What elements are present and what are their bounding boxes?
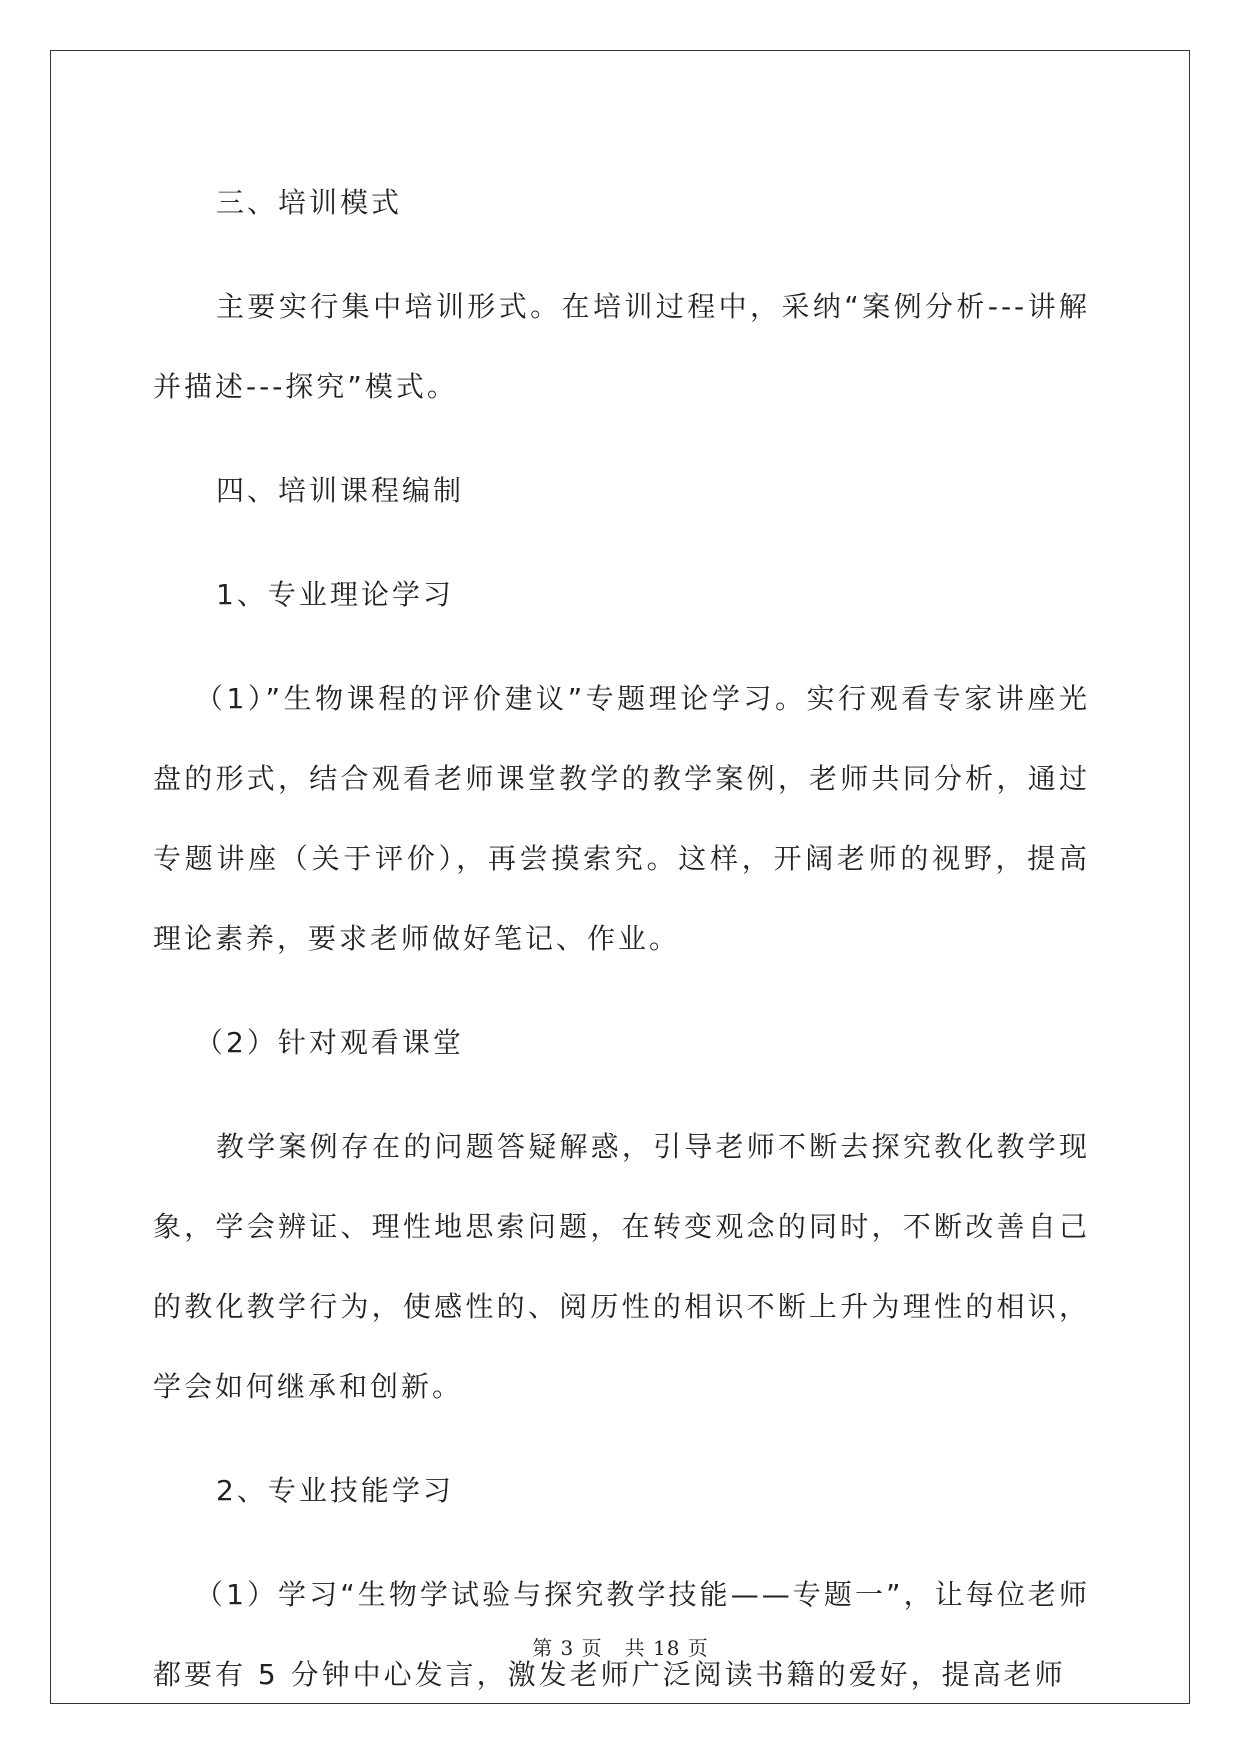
subheading-professional-theory: 1、专业理论学习	[216, 578, 454, 611]
document-body	[153, 163, 1090, 1739]
subheading-classroom-observation: （2）针对观看课堂	[195, 1026, 464, 1059]
subheading-professional-skills: 2、专业技能学习	[216, 1474, 454, 1507]
section-heading-training-mode: 三、培训模式	[216, 186, 403, 219]
section-heading-course-design: 四、培训课程编制	[216, 474, 465, 507]
paragraph-training-mode: 主要实行集中培训形式。在培训过程中，采纳“案例分析---讲解并描述---探究”模式。	[153, 290, 1090, 403]
paragraph-skills-study: （1）学习“生物学试验与探究教学技能——专题一”，让每位老师都要有 5 分钟中心发言，激发老师广泛阅读书籍的爱好，提高老师	[153, 1578, 1090, 1691]
page-number-current: 第 3 页	[532, 1636, 603, 1660]
paragraph-case-discussion: 教学案例存在的问题答疑解惑，引导老师不断去探究教化教学现象，学会辨证、理性地思索问题，在转变观念的同时，不断改善自己的教化教学行为，使感性的、阅历性的相识不断上升为理性的相识，学会如何继承和创新。	[153, 1130, 1090, 1403]
paragraph-theory-study: （1）”生物课程的评价建议”专题理论学习。实行观看专家讲座光盘的形式，结合观看老师课堂教学的教学案例，老师共同分析，通过专题讲座（关于评价），再尝摸索究。这样，开阔老师的视野，提高理论素养，要求老师做好笔记、作业。	[153, 682, 1090, 955]
page-footer	[0, 1632, 1241, 1661]
page-number-total: 共 18 页	[624, 1636, 709, 1660]
